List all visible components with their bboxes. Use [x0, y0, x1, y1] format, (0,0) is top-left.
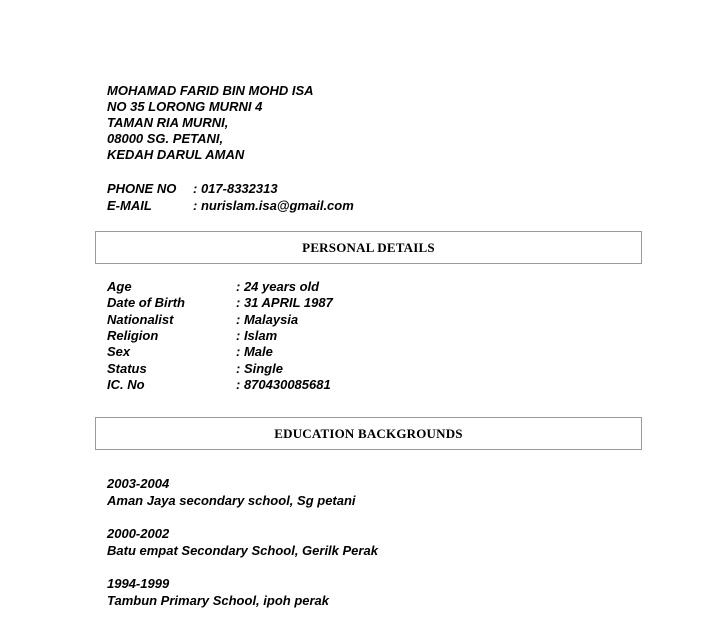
contact-row-phone [107, 180, 354, 197]
detail-row-age [107, 279, 333, 295]
address-line: TAMAN RIA MURNI, [107, 115, 229, 130]
detail-row-religion [107, 328, 333, 344]
education-item [107, 576, 378, 609]
education-school: Tambun Primary School, ipoh perak [107, 592, 330, 608]
contact-row-email [107, 197, 354, 214]
phone-label: PHONE NO [107, 180, 177, 196]
detail-value: : Single [236, 360, 283, 376]
personal-details-heading: PERSONAL DETAILS [95, 231, 642, 264]
detail-label: IC. No [107, 376, 145, 392]
education-school: Aman Jaya secondary school, Sg petani [107, 492, 356, 508]
contact-block [107, 180, 354, 214]
detail-value: : Malaysia [236, 311, 299, 327]
education-school: Batu empat Secondary School, Gerilk Perak [107, 542, 378, 558]
address-block [107, 83, 314, 163]
education-years: 1994-1999 [107, 576, 170, 591]
applicant-name: MOHAMAD FARID BIN MOHD ISA [107, 83, 314, 98]
address-line: KEDAH DARUL AMAN [107, 147, 245, 162]
detail-value: : Islam [236, 328, 278, 344]
detail-label: Status [107, 360, 147, 376]
detail-row-ic-no [107, 377, 333, 393]
detail-label: Nationalist [107, 311, 174, 327]
education-heading: EDUCATION BACKGROUNDS [95, 417, 642, 450]
detail-label: Sex [107, 344, 131, 360]
detail-label: Date of Birth [107, 295, 185, 311]
detail-label: Age [107, 279, 132, 295]
education-item [107, 526, 378, 559]
detail-value: : 31 APRIL 1987 [236, 295, 333, 311]
detail-label: Religion [107, 328, 159, 344]
detail-row-sex [107, 344, 333, 360]
education-years: 2000-2002 [107, 526, 170, 541]
email-value: : nurislam.isa@gmail.com [193, 197, 354, 213]
detail-value: : 24 years old [236, 279, 320, 295]
address-line: 08000 SG. PETANI, [107, 131, 224, 146]
personal-details-list [107, 279, 333, 393]
detail-row-status [107, 360, 333, 376]
detail-value: : Male [236, 344, 273, 360]
detail-value: : 870430085681 [236, 376, 331, 392]
education-list [107, 476, 378, 626]
address-line: NO 35 LORONG MURNI 4 [107, 99, 263, 114]
detail-row-nationality [107, 312, 333, 328]
phone-value: : 017-8332313 [193, 180, 278, 196]
education-item [107, 476, 378, 509]
email-label: E-MAIL [107, 197, 152, 213]
detail-row-date-of-birth [107, 295, 333, 311]
education-years: 2003-2004 [107, 476, 170, 491]
